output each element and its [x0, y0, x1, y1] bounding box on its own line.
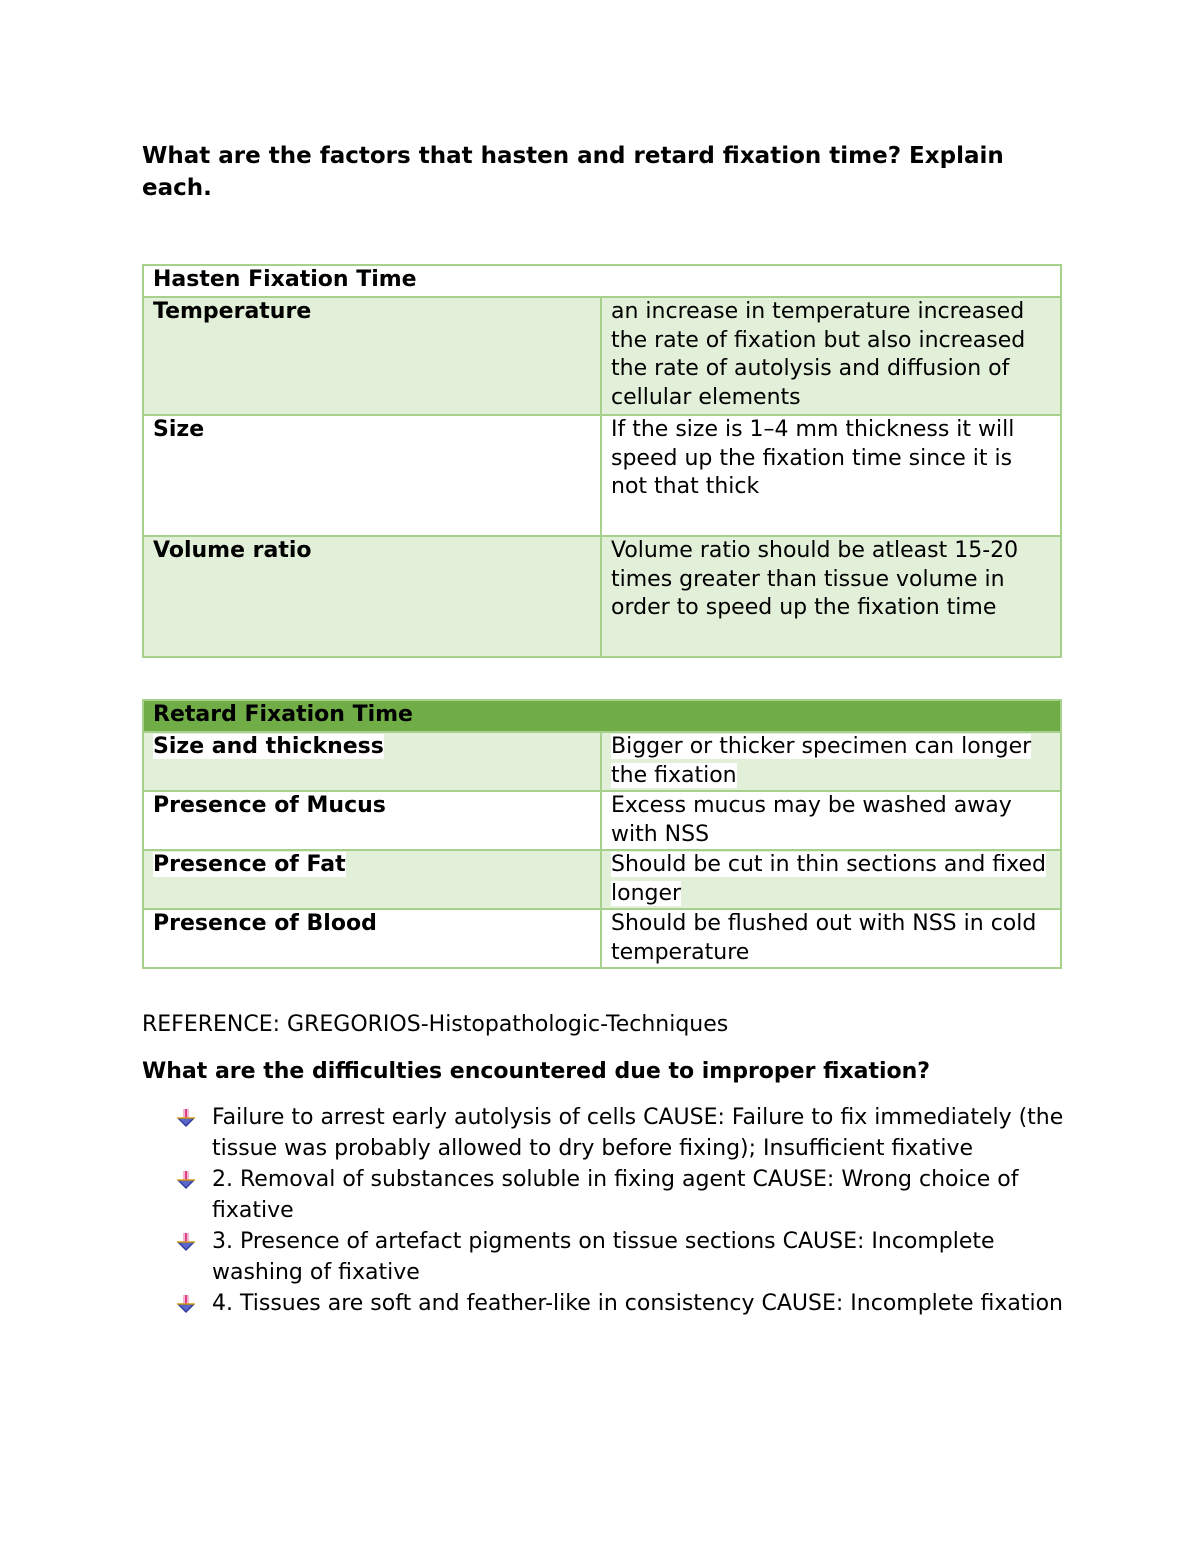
table-row — [143, 850, 1061, 909]
explanation-cell — [601, 850, 1061, 909]
factor-cell — [143, 850, 601, 909]
list-item — [176, 1226, 1066, 1288]
factor-cell: Presence of Mucus — [143, 791, 601, 850]
retard-table-title: Retard Fixation Time — [143, 700, 1061, 732]
reference-line: REFERENCE: GREGORIOS-Histopathologic-Techniques — [142, 1012, 729, 1037]
table-row — [143, 536, 1061, 657]
explanation-text: Should be cut in thin sections and fixed longer — [611, 852, 1046, 906]
retard-table-title-row — [143, 700, 1061, 732]
factor-text: Presence of Fat — [153, 852, 346, 877]
factor-cell: Size — [143, 415, 601, 536]
table-row — [143, 791, 1061, 850]
hasten-fixation-table — [142, 264, 1062, 658]
down-arrow-icon — [176, 1108, 196, 1128]
explanation-cell: an increase in temperature increased the rate of fixation but also increased the rate of autolysis and diffusion of cellular elements — [601, 297, 1061, 415]
difficulty-text: Failure to arrest early autolysis of cells CAUSE: Failure to fix immediately (the tissue was probably allowed to dry before fixing); Insufficient fixative — [212, 1105, 1064, 1161]
explanation-cell: Should be flushed out with NSS in cold temperature — [601, 909, 1061, 968]
retard-fixation-table — [142, 699, 1062, 969]
explanation-cell: If the size is 1–4 mm thickness it will speed up the fixation time since it is not that thick — [601, 415, 1061, 536]
difficulty-text: 2. Removal of substances soluble in fixing agent CAUSE: Wrong choice of fixative — [212, 1167, 1019, 1223]
difficulty-text: 4. Tissues are soft and feather-like in consistency CAUSE: Incomplete fixation — [212, 1291, 1063, 1316]
list-item — [176, 1164, 1066, 1226]
down-arrow-icon — [176, 1232, 196, 1252]
hasten-table-title: Hasten Fixation Time — [143, 265, 1061, 297]
factor-cell: Presence of Blood — [143, 909, 601, 968]
table-row — [143, 297, 1061, 415]
question-heading-improper-fixation: What are the difficulties encountered due to improper fixation? — [142, 1059, 931, 1084]
explanation-cell: Volume ratio should be atleast 15-20 times greater than tissue volume in order to speed up the fixation time — [601, 536, 1061, 657]
factor-cell — [143, 732, 601, 791]
down-arrow-icon — [176, 1294, 196, 1314]
down-arrow-icon — [176, 1170, 196, 1190]
explanation-cell — [601, 732, 1061, 791]
explanation-text: Bigger or thicker specimen can longer the fixation — [611, 734, 1032, 788]
factor-cell: Temperature — [143, 297, 601, 415]
table-row — [143, 732, 1061, 791]
list-item — [176, 1102, 1066, 1164]
hasten-table-title-row — [143, 265, 1061, 297]
difficulties-list — [176, 1102, 1066, 1319]
table-row — [143, 415, 1061, 536]
table-row — [143, 909, 1061, 968]
factor-cell: Volume ratio — [143, 536, 601, 657]
list-item — [176, 1288, 1066, 1319]
question-heading-fixation-factors: What are the factors that hasten and retard fixation time? Explain each. — [142, 143, 1004, 201]
factor-text: Size and thickness — [153, 734, 384, 759]
explanation-cell: Excess mucus may be washed away with NSS — [601, 791, 1061, 850]
difficulty-text: 3. Presence of artefact pigments on tissue sections CAUSE: Incomplete washing of fixative — [212, 1229, 995, 1285]
